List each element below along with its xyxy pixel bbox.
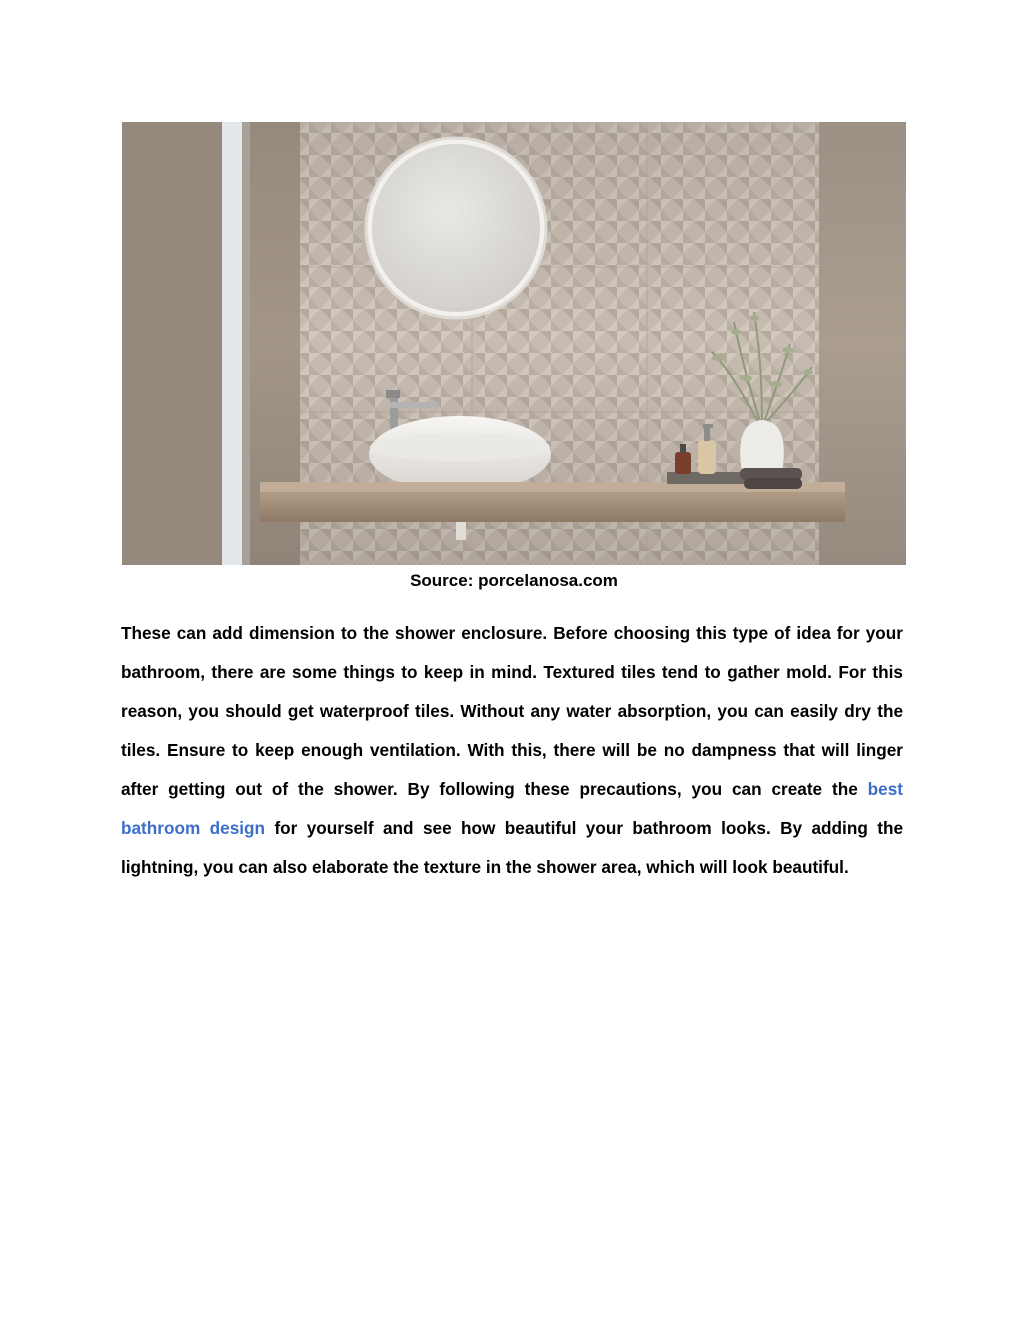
body-paragraph [121,614,903,887]
image-caption: Source: porcelanosa.com [410,571,618,590]
best-bathroom-design-link[interactable]: best bathroom design [121,779,903,838]
paragraph-text-end: for yourself and see how beautiful your bathroom looks. By adding the lightning, you can also elaborate the texture in the shower area, which will look beautiful. [121,818,904,877]
bathroom-vanity-photo [122,122,906,565]
paragraph-text-start: These can add dimension to the shower enclosure. Before choosing this type of idea for your bathroom, there are some things to keep in mind. Textured tiles tend to gather mold. For this reason, you should get waterproof tiles. Without any water absorption, you can easily dry the tiles. Ensure to keep enough ventilation. With this, there will be no dampness that will linger after getting out of the shower. By following these precautions, you can create the [121,623,903,799]
